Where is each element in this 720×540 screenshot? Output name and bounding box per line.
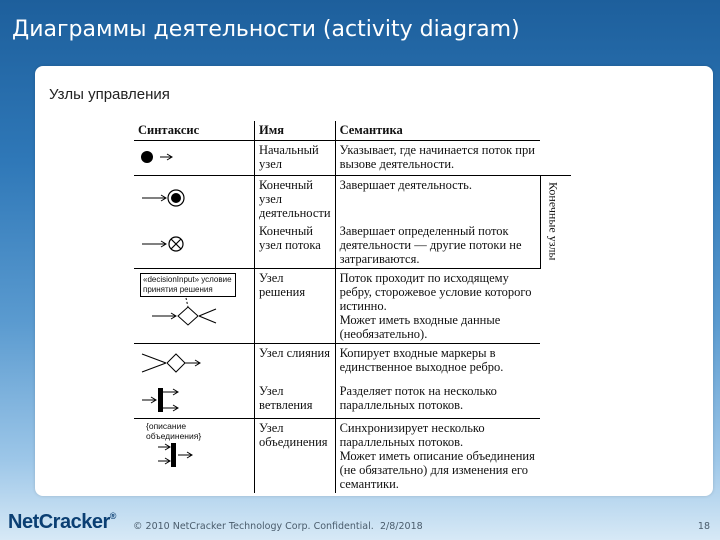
flow-final-symbol xyxy=(134,222,255,269)
control-nodes-table xyxy=(134,121,571,493)
initial-node-symbol xyxy=(134,141,255,176)
slide-subtitle: Узлы управления xyxy=(49,86,170,103)
row-semantics xyxy=(335,269,540,344)
row-semantics-extra: Может иметь входные данные (необязательно). xyxy=(339,313,501,341)
row-semantics: Завершает определенный поток деятельности — другие потоки не затрагиваются. xyxy=(339,224,522,266)
header-semantics: Семантика xyxy=(335,121,540,141)
decision-note: «decisionInput» условие принятия решения xyxy=(140,273,236,297)
fork-node-symbol xyxy=(134,382,255,419)
table-row xyxy=(134,222,571,269)
page-number: 18 xyxy=(697,521,710,532)
row-name: Начальный узел xyxy=(255,141,336,176)
logo-registered: ® xyxy=(109,511,116,521)
logo-net: Net xyxy=(8,511,39,533)
row-name: Узел объединения xyxy=(255,419,336,494)
merge-node-symbol xyxy=(134,344,255,383)
row-name: Узел ветвления xyxy=(255,382,336,419)
row-semantics-text: Синхронизирует несколько параллельных потоков. xyxy=(339,421,485,449)
table-row xyxy=(134,141,571,176)
table-row xyxy=(134,344,571,383)
row-name: Узел решения xyxy=(255,269,336,344)
header-syntax: Синтаксис xyxy=(134,121,255,141)
activity-final-symbol xyxy=(134,176,255,223)
row-name: Конечный узел потока xyxy=(255,222,336,269)
slide-footer xyxy=(0,508,720,540)
join-note: {описание объединения} xyxy=(146,421,202,441)
row-semantics xyxy=(335,419,540,494)
decision-node-symbol xyxy=(134,269,255,344)
netcracker-logo xyxy=(8,511,116,534)
row-name: Узел слияния xyxy=(255,344,336,383)
table-row xyxy=(134,176,571,223)
table-header-row xyxy=(134,121,571,141)
row-semantics: Разделяет поток на несколько параллельных потоков. xyxy=(339,384,497,412)
join-node-symbol xyxy=(134,419,255,494)
header-name: Имя xyxy=(255,121,336,141)
footer-date: 2/8/2018 xyxy=(380,521,423,532)
content-panel xyxy=(35,66,713,496)
copyright-text: © 2010 NetCracker Technology Corp. Confidential. xyxy=(133,521,374,532)
final-nodes-group xyxy=(540,176,571,269)
row-semantics: Копирует входные маркеры в единственное выходное ребро. xyxy=(335,344,540,383)
table-row xyxy=(134,382,571,419)
row-semantics-extra: Может иметь описание объединения (не обязательно) для изменения его семантики. xyxy=(339,449,535,491)
table-row xyxy=(134,269,571,344)
logo-cracker: Cracker xyxy=(38,511,110,533)
row-semantics-text: Поток проходит по исходящему ребру, сторожевое условие которого истинно. xyxy=(339,271,532,313)
row-semantics: Указывает, где начинается поток при вызове деятельности. xyxy=(339,143,535,171)
slide-title: Диаграммы деятельности (activity diagram) xyxy=(12,17,520,42)
row-name: Конечный узел деятельности xyxy=(255,176,336,223)
row-semantics: Завершает деятельность. xyxy=(335,176,540,223)
table-row xyxy=(134,419,571,494)
group-label: Конечные узлы xyxy=(546,182,561,261)
